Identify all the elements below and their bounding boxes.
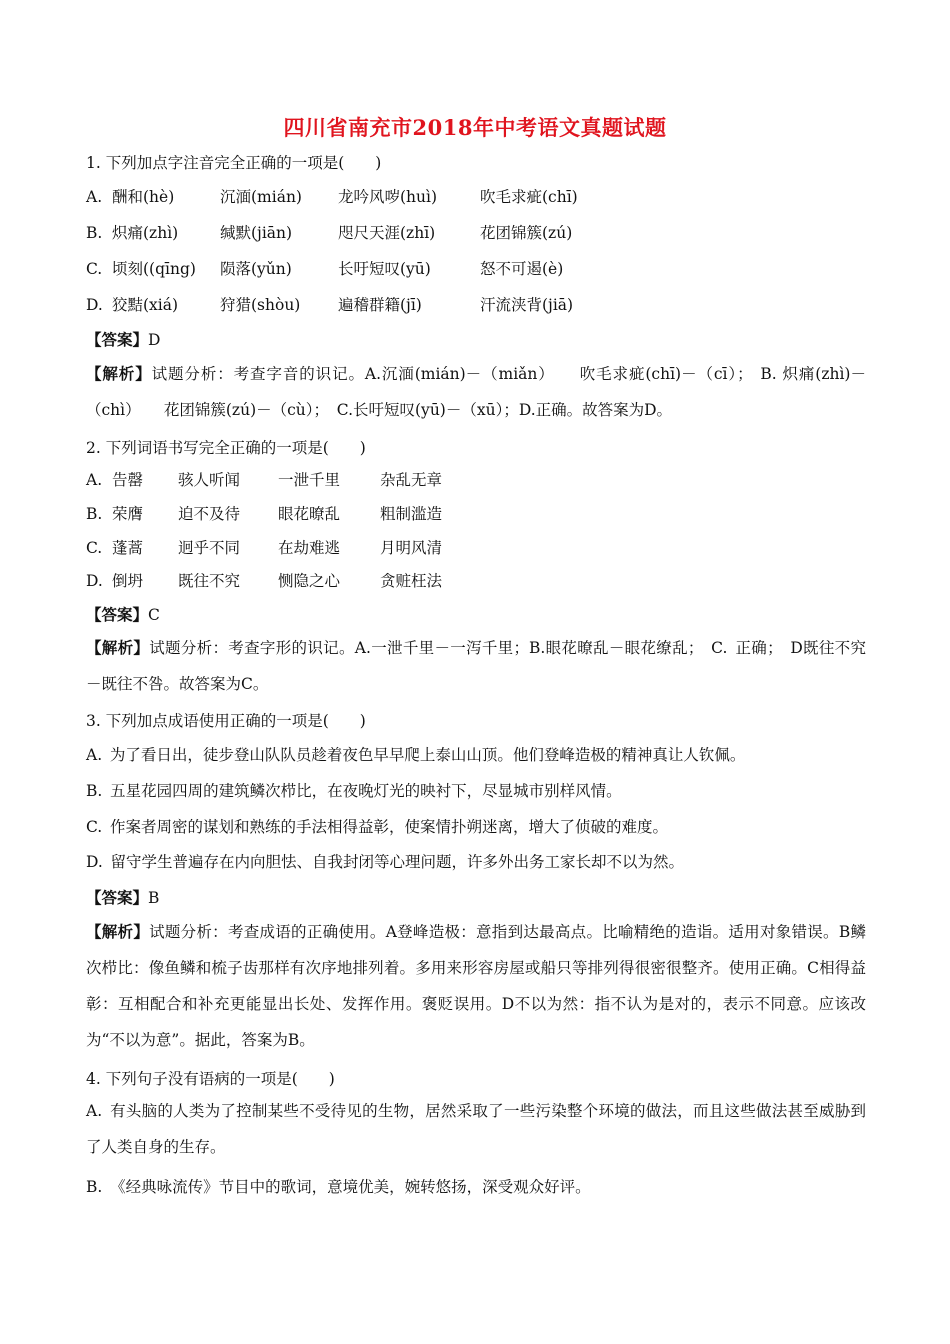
- q4-stem: 4. 下列句子没有语病的一项是( ): [86, 1070, 335, 1088]
- option-label: C.: [86, 539, 103, 557]
- analysis-text: 试题分析：考查字音的识记。A.沉湎(mián)－（miǎn） 吹毛求疵(chī)－（cī）； B. 炽痛(zhì)－（chì） 花团锦簇(zú)－（cù）； C.长吁短叹(yū)－（xū）；D.正确。故答案为D。: [86, 365, 866, 419]
- option-item: 杂乱无章: [380, 471, 443, 489]
- option-item: 既往不究: [178, 572, 241, 590]
- q2-option-b: [86, 504, 866, 524]
- option-item: 长吁短叹(yū): [338, 260, 431, 278]
- option-item: 贪赃枉法: [380, 572, 443, 590]
- option-item: 顷刻((qīng): [112, 260, 196, 278]
- option-item: 遍稽群籍(jī): [338, 296, 422, 314]
- option-item: 花团锦簇(zú): [480, 224, 573, 242]
- answer-value: D: [148, 331, 161, 349]
- q3-option-c: C. 作案者周密的谋划和熟练的手法相得益彰，使案情扑朔迷离，增大了侦破的难度。: [86, 818, 668, 836]
- q2-option-c: [86, 538, 866, 558]
- analysis-text: 试题分析：考查成语的正确使用。A登峰造极：意指到达最高点。比喻精绝的造诣。适用对象错误。B鳞次栉比：像鱼鳞和梳子齿那样有次序地排列着。多用来形容房屋或船只等排列得很密很整齐。使用正确。C相得益彰：互相配合和补充更能显出长处、发挥作用。褒贬误用。D不以为然：指不认为是对的，表示不同意。应该改为“不以为意”。据此，答案为B。: [86, 923, 866, 1049]
- q3-option-d: D. 留守学生普遍存在内向胆怯、自我封闭等心理问题，许多外出务工家长却不以为然。: [86, 853, 685, 871]
- q2-option-d: [86, 571, 866, 591]
- option-item: 缄默(jiān): [220, 224, 293, 242]
- answer-label: 【答案】: [86, 330, 149, 349]
- option-item: 汗流浃背(jiā): [480, 296, 574, 314]
- answer-value: C: [148, 606, 160, 624]
- option-item: 炽痛(zhì): [112, 224, 179, 242]
- q1-option-c: [86, 259, 866, 279]
- option-label: D.: [86, 296, 103, 314]
- option-item: 告罄: [112, 471, 144, 489]
- answer-value: B: [148, 889, 160, 907]
- q1-analysis: [86, 356, 866, 428]
- q3-answer: [86, 888, 159, 908]
- option-item: 在劫难逃: [278, 539, 341, 557]
- option-item: 迥乎不同: [178, 539, 241, 557]
- option-item: 咫尺天涯(zhī): [338, 224, 436, 242]
- option-item: 蓬蒿: [112, 539, 144, 557]
- option-item: 吹毛求疵(chī): [480, 188, 578, 206]
- q2-analysis: [86, 630, 866, 702]
- option-item: 眼花暸乱: [278, 505, 341, 523]
- option-item: 狡黠(xiá): [112, 296, 179, 314]
- q2-stem: 2. 下列词语书写完全正确的一项是( ): [86, 439, 366, 457]
- option-label: B.: [86, 224, 103, 242]
- page-title: 四川省南充市2018年中考语文真题试题: [283, 115, 667, 140]
- option-item: 荣膺: [112, 505, 144, 523]
- q2-answer: [86, 605, 160, 625]
- q4-option-b: B. 《经典咏流传》节目中的歌词，意境优美，婉转悠扬，深受观众好评。: [86, 1178, 591, 1196]
- option-item: 粗制滥造: [380, 505, 443, 523]
- option-label: C.: [86, 260, 103, 278]
- option-item: 狩猎(shòu): [220, 296, 301, 314]
- option-item: 沉湎(mián): [220, 188, 302, 206]
- q1-stem: 1. 下列加点字注音完全正确的一项是( ): [86, 154, 382, 172]
- option-item: 骇人听闻: [178, 471, 241, 489]
- option-label: A.: [86, 471, 103, 489]
- option-item: 月明风清: [380, 539, 443, 557]
- option-item: 龙吟风哕(huì): [338, 188, 438, 206]
- q2-option-a: [86, 470, 866, 490]
- q4-option-a: A. 有头脑的人类为了控制某些不受待见的生物，居然采取了一些污染整个环境的做法，而且这些做法甚至威胁到了人类自身的生存。: [86, 1102, 866, 1156]
- q1-answer: [86, 330, 160, 350]
- analysis-label: 【解析】: [86, 638, 150, 657]
- q1-option-b: [86, 223, 866, 243]
- option-item: 恻隐之心: [278, 572, 341, 590]
- option-item: 一泄千里: [278, 471, 341, 489]
- answer-label: 【答案】: [86, 888, 149, 907]
- option-item: 酬和(hè): [112, 188, 175, 206]
- option-item: 倒坍: [112, 572, 144, 590]
- analysis-label: 【解析】: [86, 922, 150, 941]
- q3-analysis: [86, 914, 866, 1058]
- q3-option-b: B. 五星花园四周的建筑鳞次栉比，在夜晚灯光的映衬下，尽显城市别样风情。: [86, 782, 622, 800]
- q1-option-a: [86, 187, 866, 207]
- option-item: 陨落(yǔn): [220, 260, 292, 278]
- option-label: D.: [86, 572, 103, 590]
- answer-label: 【答案】: [86, 605, 149, 624]
- analysis-text: 试题分析：考查字形的识记。A.一泄千里－一泻千里；B.眼花暸乱－眼花缭乱； C. 正确； D既往不究－既往不咎。故答案为C。: [86, 639, 866, 693]
- option-item: 迫不及待: [178, 505, 241, 523]
- option-item: 怒不可遏(è): [480, 260, 564, 278]
- analysis-label: 【解析】: [86, 364, 152, 383]
- q1-option-d: [86, 295, 866, 315]
- q3-option-a: A. 为了看日出，徒步登山队队员趁着夜色早早爬上泰山山顶。他们登峰造极的精神真让人钦佩。: [86, 746, 746, 764]
- option-label: A.: [86, 188, 103, 206]
- option-label: B.: [86, 505, 103, 523]
- q3-stem: 3. 下列加点成语使用正确的一项是( ): [86, 712, 366, 730]
